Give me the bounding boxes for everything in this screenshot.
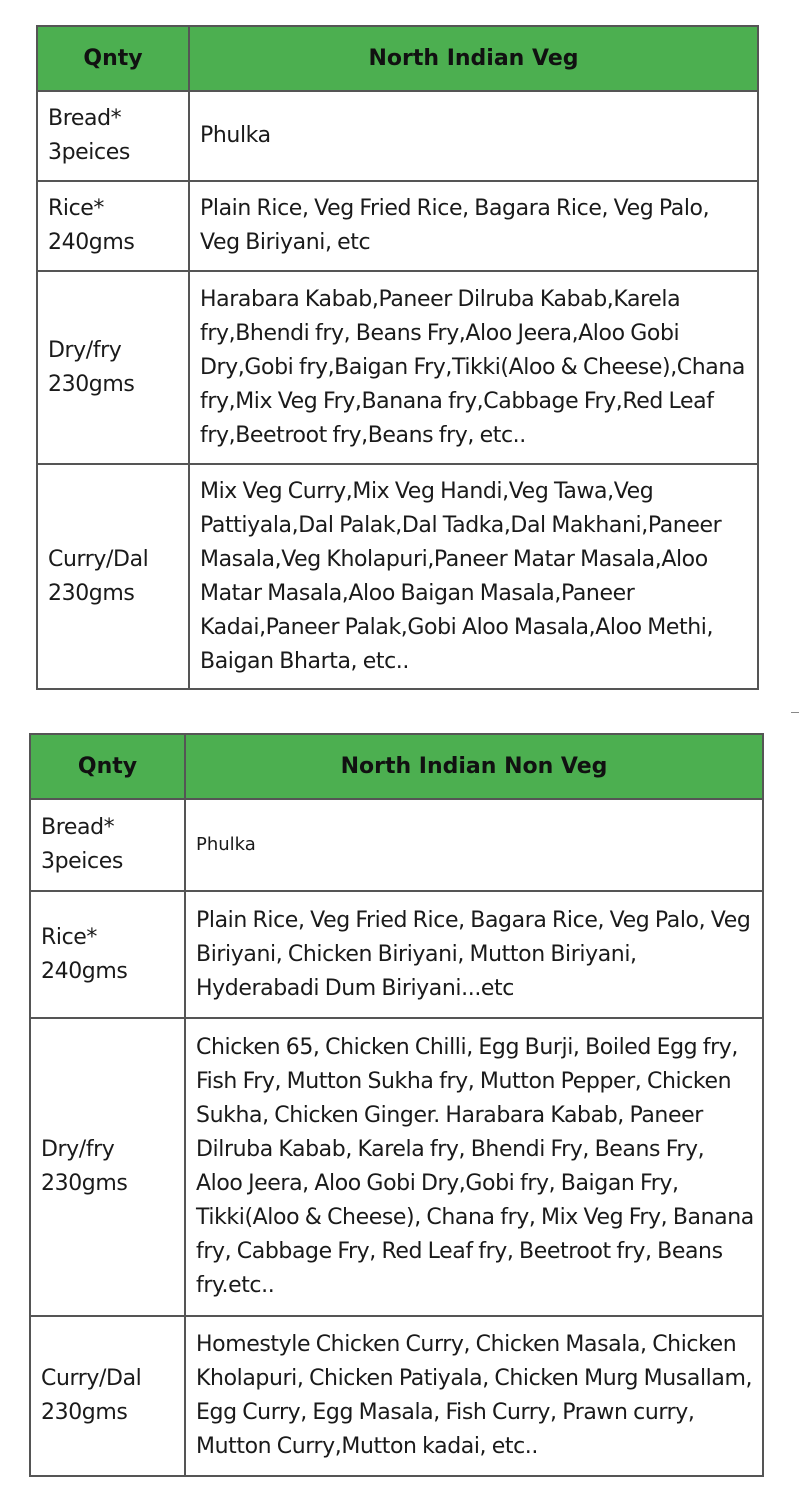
row-items: Plain Rice, Veg Fried Rice, Bagara Rice, Veg Palo, Veg Biriyani, Chicken Biriyani, Mutton Biriyani, Hyderabadi Dum Biriyani...etc: [185, 891, 763, 1018]
nonveg-menu-table: [29, 733, 764, 1477]
table-row: [30, 891, 763, 1018]
row-quantity: Dry/fry 230gms: [30, 1018, 185, 1316]
row-quantity: Rice* 240gms: [37, 181, 189, 271]
row-items: Harabara Kabab,Paneer Dilruba Kabab,Karela fry,Bhendi fry, Beans Fry,Aloo Jeera,Aloo Gobi Dry,Gobi fry,Baigan Fry,Tikki(Aloo & Cheese),Chana fry,Mix Veg Fry,Banana fry,Cabbage Fry,Red Leaf fry,Beetroot fry,Beans fry, etc..: [189, 271, 758, 464]
row-items: Phulka: [185, 799, 763, 891]
table-row: [37, 464, 758, 689]
row-quantity: Bread* 3peices: [30, 799, 185, 891]
table-row: [37, 271, 758, 464]
table-header-row: [37, 26, 758, 91]
row-items: Chicken 65, Chicken Chilli, Egg Burji, Boiled Egg fry, Fish Fry, Mutton Sukha fry, Mutton Pepper, Chicken Sukha, Chicken Ginger. Harabara Kabab, Paneer Dilruba Kabab, Karela fry, Bhendi Fry, Beans Fry, Aloo Jeera, Aloo Gobi Dry,Gobi fry, Baigan Fry, Tikki(Aloo & Cheese), Chana fry, Mix Veg Fry, Banana fry, Cabbage Fry, Red Leaf fry, Beetroot fry, Beans fry.etc..: [185, 1018, 763, 1316]
qty-column-header: Qnty: [30, 734, 185, 799]
menu-column-header: North Indian Non Veg: [185, 734, 763, 799]
row-quantity: Rice* 240gms: [30, 891, 185, 1018]
row-quantity: Dry/fry 230gms: [37, 271, 189, 464]
table-header-row: [30, 734, 763, 799]
row-items: Plain Rice, Veg Fried Rice, Bagara Rice, Veg Palo, Veg Biriyani, etc: [189, 181, 758, 271]
table-row: [30, 799, 763, 891]
row-quantity: Bread* 3peices: [37, 91, 189, 181]
row-items: Mix Veg Curry,Mix Veg Handi,Veg Tawa,Veg Pattiyala,Dal Palak,Dal Tadka,Dal Makhani,Paneer Masala,Veg Kholapuri,Paneer Matar Masala,Aloo Matar Masala,Aloo Baigan Masala,Paneer Kadai,Paneer Palak,Gobi Aloo Masala,Aloo Methi, Baigan Bharta, etc..: [189, 464, 758, 689]
table-row: [37, 91, 758, 181]
menu-column-header: North Indian Veg: [189, 26, 758, 91]
row-quantity: Curry/Dal 230gms: [30, 1316, 185, 1476]
veg-menu-table: [36, 25, 759, 690]
row-quantity: Curry/Dal 230gms: [37, 464, 189, 689]
table-row: [37, 181, 758, 271]
edge-mark: [791, 712, 799, 713]
table-row: [30, 1316, 763, 1476]
table-row: [30, 1018, 763, 1316]
qty-column-header: Qnty: [37, 26, 189, 91]
row-items: Homestyle Chicken Curry, Chicken Masala, Chicken Kholapuri, Chicken Patiyala, Chicken Murg Musallam, Egg Curry, Egg Masala, Fish Curry, Prawn curry, Mutton Curry,Mutton kadai, etc..: [185, 1316, 763, 1476]
row-items: Phulka: [189, 91, 758, 181]
